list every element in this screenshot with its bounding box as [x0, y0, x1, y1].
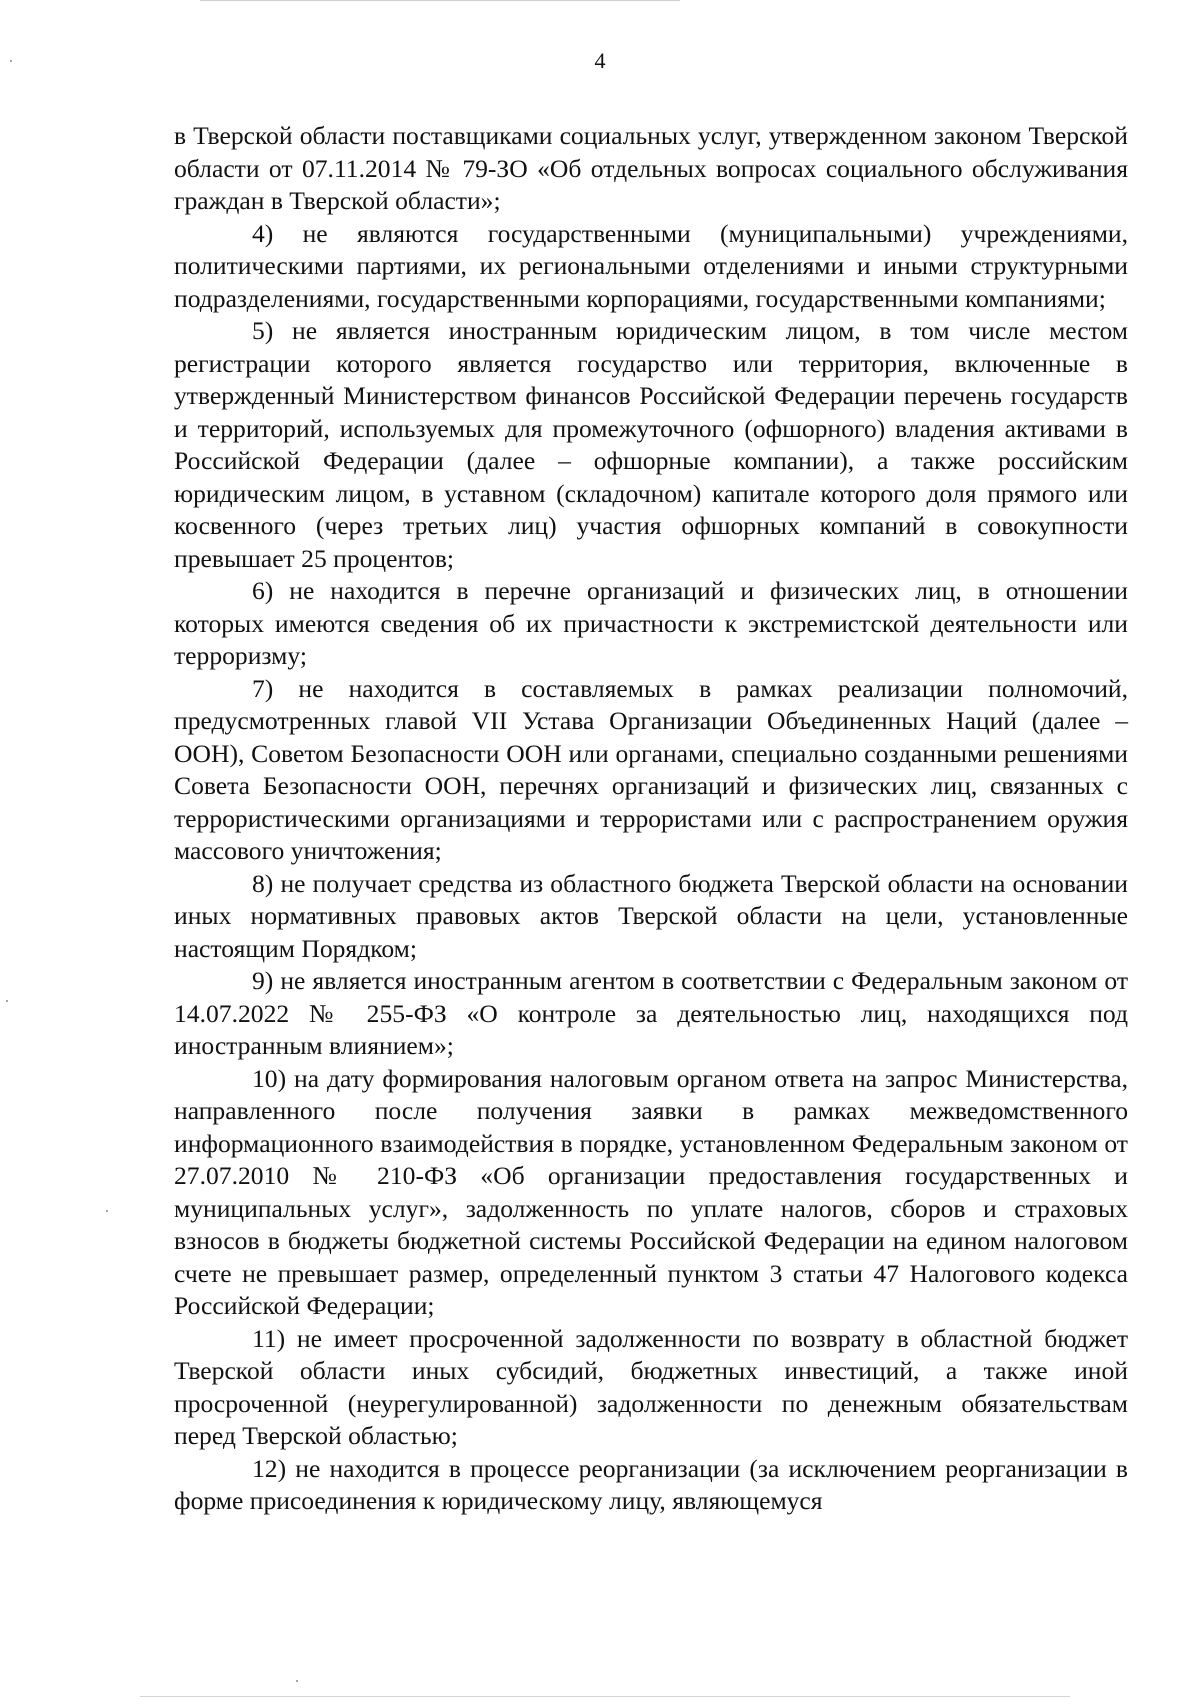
scan-speck: [106, 1210, 108, 1212]
paragraph-item-10: 10) на дату формирования налоговым органом ответа на запрос Министерства, направленного после получения заявки в рамках межведомственного информационного взаимодействия в порядке, установленном Федеральным законом от 27.07.2010 № 210-ФЗ «Об организации предоставления государственных и муниципальных услуг», задолженность по уплате налогов, сборов и страховых взносов в бюджеты бюджетной системы Российской Федерации на едином налоговом счете не превышает размер, определенный пунктом 3 статьи 47 Налогового кодекса Российской Федерации;: [174, 1063, 1128, 1320]
scan-bottom-edge: [140, 1696, 1070, 1697]
paragraph-item-8: 8) не получает средства из областного бюджета Тверской области на основании иных нормативных правовых актов Тверской области на цели, установленные настоящим Порядком;: [174, 868, 1128, 963]
paragraph-item-7: 7) не находится в составляемых в рамках реализации полномочий, предусмотренных главой VII Устава Организации Объединенных Наций (далее – ООН), Советом Безопасности ООН или органами, специально созданными решениями Совета Безопасности ООН, перечнях организаций и физических лиц, связанных с террористическими организациями и террористами или с распространением оружия массового уничтожения;: [174, 673, 1128, 865]
scan-speck: [10, 60, 12, 62]
paragraph-item-12: 12) не находится в процессе реорганизации (за исключением реорганизации в форме присоединения к юридическому лицу, являющемуся: [174, 1453, 1128, 1515]
paragraph-item-6: 6) не находится в перечне организаций и физических лиц, в отношении которых имеются сведения об их причастности к экстремистской деятельности или терроризму;: [174, 576, 1128, 670]
paragraph-continuation: в Тверской области поставщиками социальных услуг, утвержденном законом Тверской области от 07.11.2014 № 79-ЗО «Об отдельных вопросах социального обслуживания граждан в Тверской области»;: [174, 121, 1128, 215]
document-body: [174, 120, 1128, 1518]
scan-top-edge: [200, 0, 680, 1]
paragraph-item-4: 4) не являются государственными (муниципальными) учреждениями, политическими партиями, их региональными отделениями и иными структурными подразделениями, государственными корпорациями, государственными компаниями;: [174, 218, 1128, 313]
paragraph-item-5: 5) не является иностранным юридическим лицом, в том числе местом регистрации которого является государство или территория, включенные в утвержденный Министерством финансов Российской Федерации перечень государств и территорий, используемых для промежуточного (офшорного) владения активами в Российской Федерации (далее – офшорные компании), а также российским юридическим лицом, в уставном (складочном) капитале которого доля прямого или косвенного (через третьих лиц) участия офшорных компаний в совокупности превышает 25 процентов;: [174, 316, 1128, 573]
page-number: 4: [594, 48, 606, 73]
paragraph-item-11: 11) не имеет просроченной задолженности по возврату в областной бюджет Тверской области иных субсидий, бюджетных инвестиций, а также иной просроченной (неурегулированной) задолженности по денежным обязательствам перед Тверской областью;: [174, 1323, 1128, 1450]
scan-speck: [296, 1680, 298, 1682]
scan-speck: [6, 1000, 8, 1002]
paragraph-item-9: 9) не является иностранным агентом в соответствии с Федеральным законом от 14.07.2022 № 255-ФЗ «О контроле за деятельностью лиц, находящихся под иностранным влиянием»;: [174, 966, 1128, 1060]
